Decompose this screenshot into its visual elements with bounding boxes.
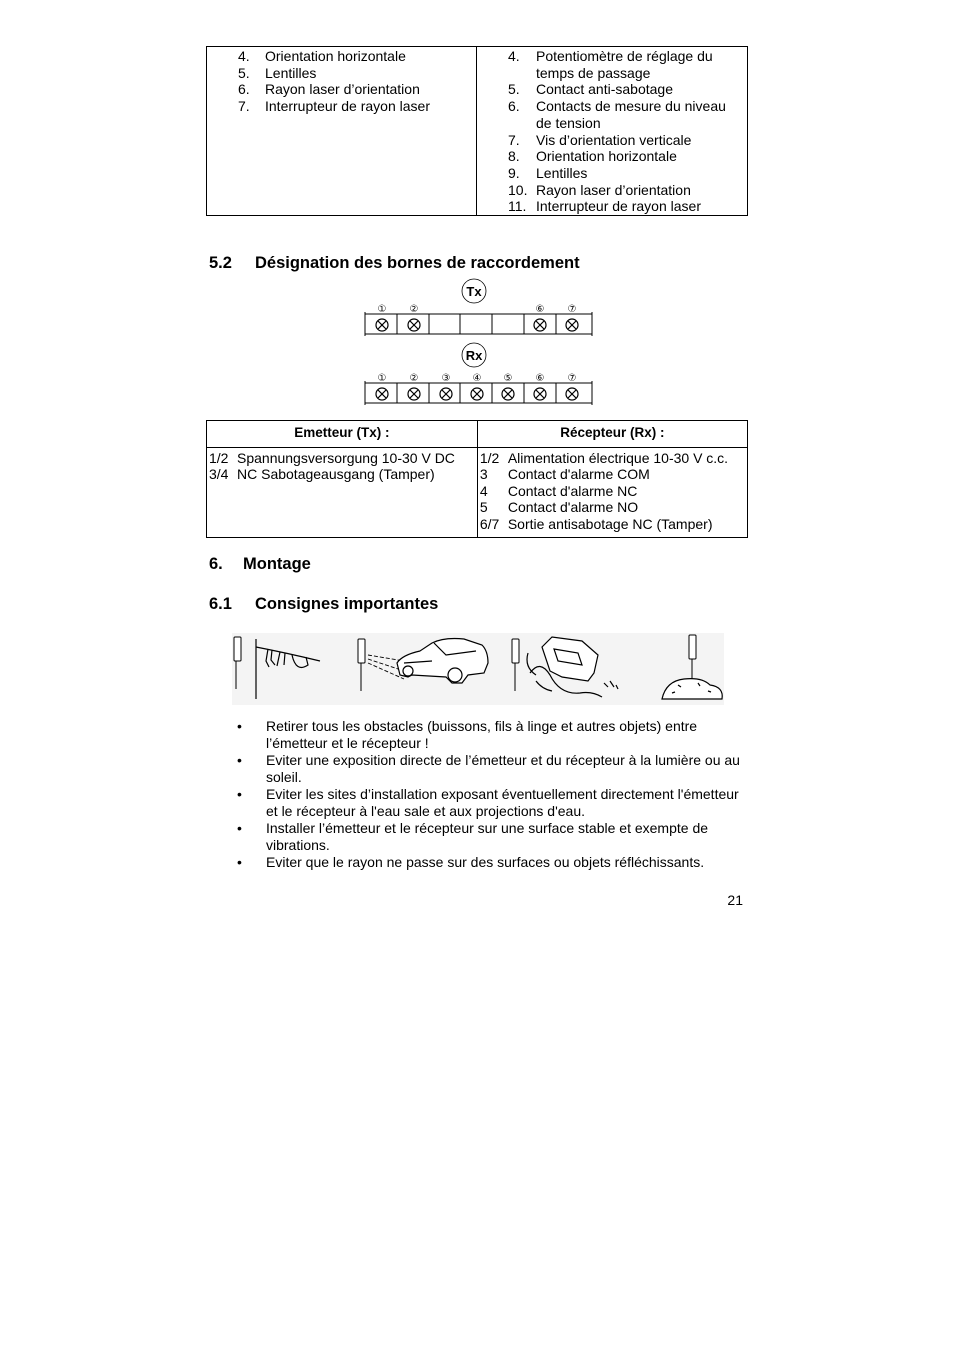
installation-warnings-illustration: [232, 633, 724, 705]
table-row: 5 Contact d'alarme NO: [479, 499, 639, 515]
terminal-diagram: [364, 278, 594, 408]
table-row: 3 Contact d'alarme COM: [479, 466, 650, 482]
list-item: • Eviter les sites d’installation exposant éventuellement directement l'émetteur et le récepteur à l'eau sale et aux projections d'eau.: [237, 786, 739, 819]
tx-terminal-strip: [365, 312, 592, 336]
list-item: 6. Rayon laser d’orientation: [238, 81, 420, 98]
table-row: 3/4 NC Sabotageausgang (Tamper): [209, 466, 435, 482]
header-tx: Emetteur (Tx) :: [207, 421, 478, 448]
table-row: 4 Contact d'alarme NC: [479, 482, 638, 499]
list-item: 7. Interrupteur de rayon laser: [238, 98, 430, 115]
list-item: 9. Lentilles: [508, 164, 588, 181]
tx-terminal-number: ②: [409, 304, 419, 315]
table-row: 1/2 Alimentation électrique 10-30 V c.c.: [479, 449, 729, 466]
header-rx: Récepteur (Rx) :: [477, 421, 747, 448]
tx-screws: [376, 319, 578, 331]
list-item: • Eviter que le rayon ne passe sur des surfaces ou objets réfléchissants.: [237, 854, 705, 870]
components-left-cell: [207, 47, 477, 216]
rx-label: Rx: [465, 348, 483, 363]
tx-label: Tx: [466, 284, 482, 299]
tx-terminal-number: ①: [377, 304, 387, 315]
rx-terminal-number: ④: [472, 373, 482, 384]
list-item: • Installer l’émetteur et le récepteur sur une surface stable et exempte de vibrations.: [237, 820, 709, 853]
table-row: 6/7 Sortie antisabotage NC (Tamper): [479, 515, 713, 532]
list-item: 6. Contacts de mesure du niveau de tension: [508, 98, 726, 131]
section-heading-6: 6. Montage: [209, 555, 311, 573]
list-item: 5. Contact anti-sabotage: [508, 81, 673, 98]
list-item: • Eviter une exposition directe de l’émetteur et du récepteur à la lumière ou au soleil.: [237, 752, 740, 785]
tx-cell: [207, 447, 478, 537]
list-item: 8. Orientation horizontale: [508, 148, 677, 165]
section-heading-5-2: 5.2 Désignation des bornes de raccordement: [209, 254, 580, 272]
rx-terminal-number: ③: [441, 373, 451, 384]
list-item: 10. Rayon laser d’orientation: [508, 181, 691, 198]
list-item: • Retirer tous les obstacles (buissons, fils à linge et autres objets) entre l’émetteur et le récepteur !: [237, 718, 698, 751]
rx-terminal-number: ⑥: [535, 373, 545, 384]
rx-terminal-number: ⑦: [567, 373, 577, 384]
section-heading-6-1: 6.1 Consignes importantes: [209, 595, 439, 613]
list-item: 5. Lentilles: [238, 64, 317, 81]
rx-terminal-number: ⑤: [503, 373, 513, 384]
components-right-cell: [477, 47, 748, 216]
rx-screws: [376, 388, 578, 400]
rx-terminal-number: ①: [377, 373, 387, 384]
components-table: [206, 46, 748, 216]
list-item: 11. Interrupteur de rayon laser: [508, 198, 701, 215]
table-row: 1/2 Spannungsversorgung 10-30 V DC: [209, 449, 455, 466]
instructions-list: [234, 718, 746, 871]
list-item: 4. Orientation horizontale: [238, 48, 406, 64]
list-item: 7. Vis d’orientation verticale: [508, 131, 692, 148]
tx-terminal-number: ⑥: [535, 304, 545, 315]
list-item: 4. Potentiomètre de réglage du temps de passage: [508, 48, 713, 81]
rx-terminal-number: ②: [409, 373, 419, 384]
page-number: 21: [727, 892, 743, 908]
rx-cell: [477, 447, 747, 537]
tx-terminal-number: ⑦: [567, 304, 577, 315]
terminal-table: [206, 420, 748, 538]
